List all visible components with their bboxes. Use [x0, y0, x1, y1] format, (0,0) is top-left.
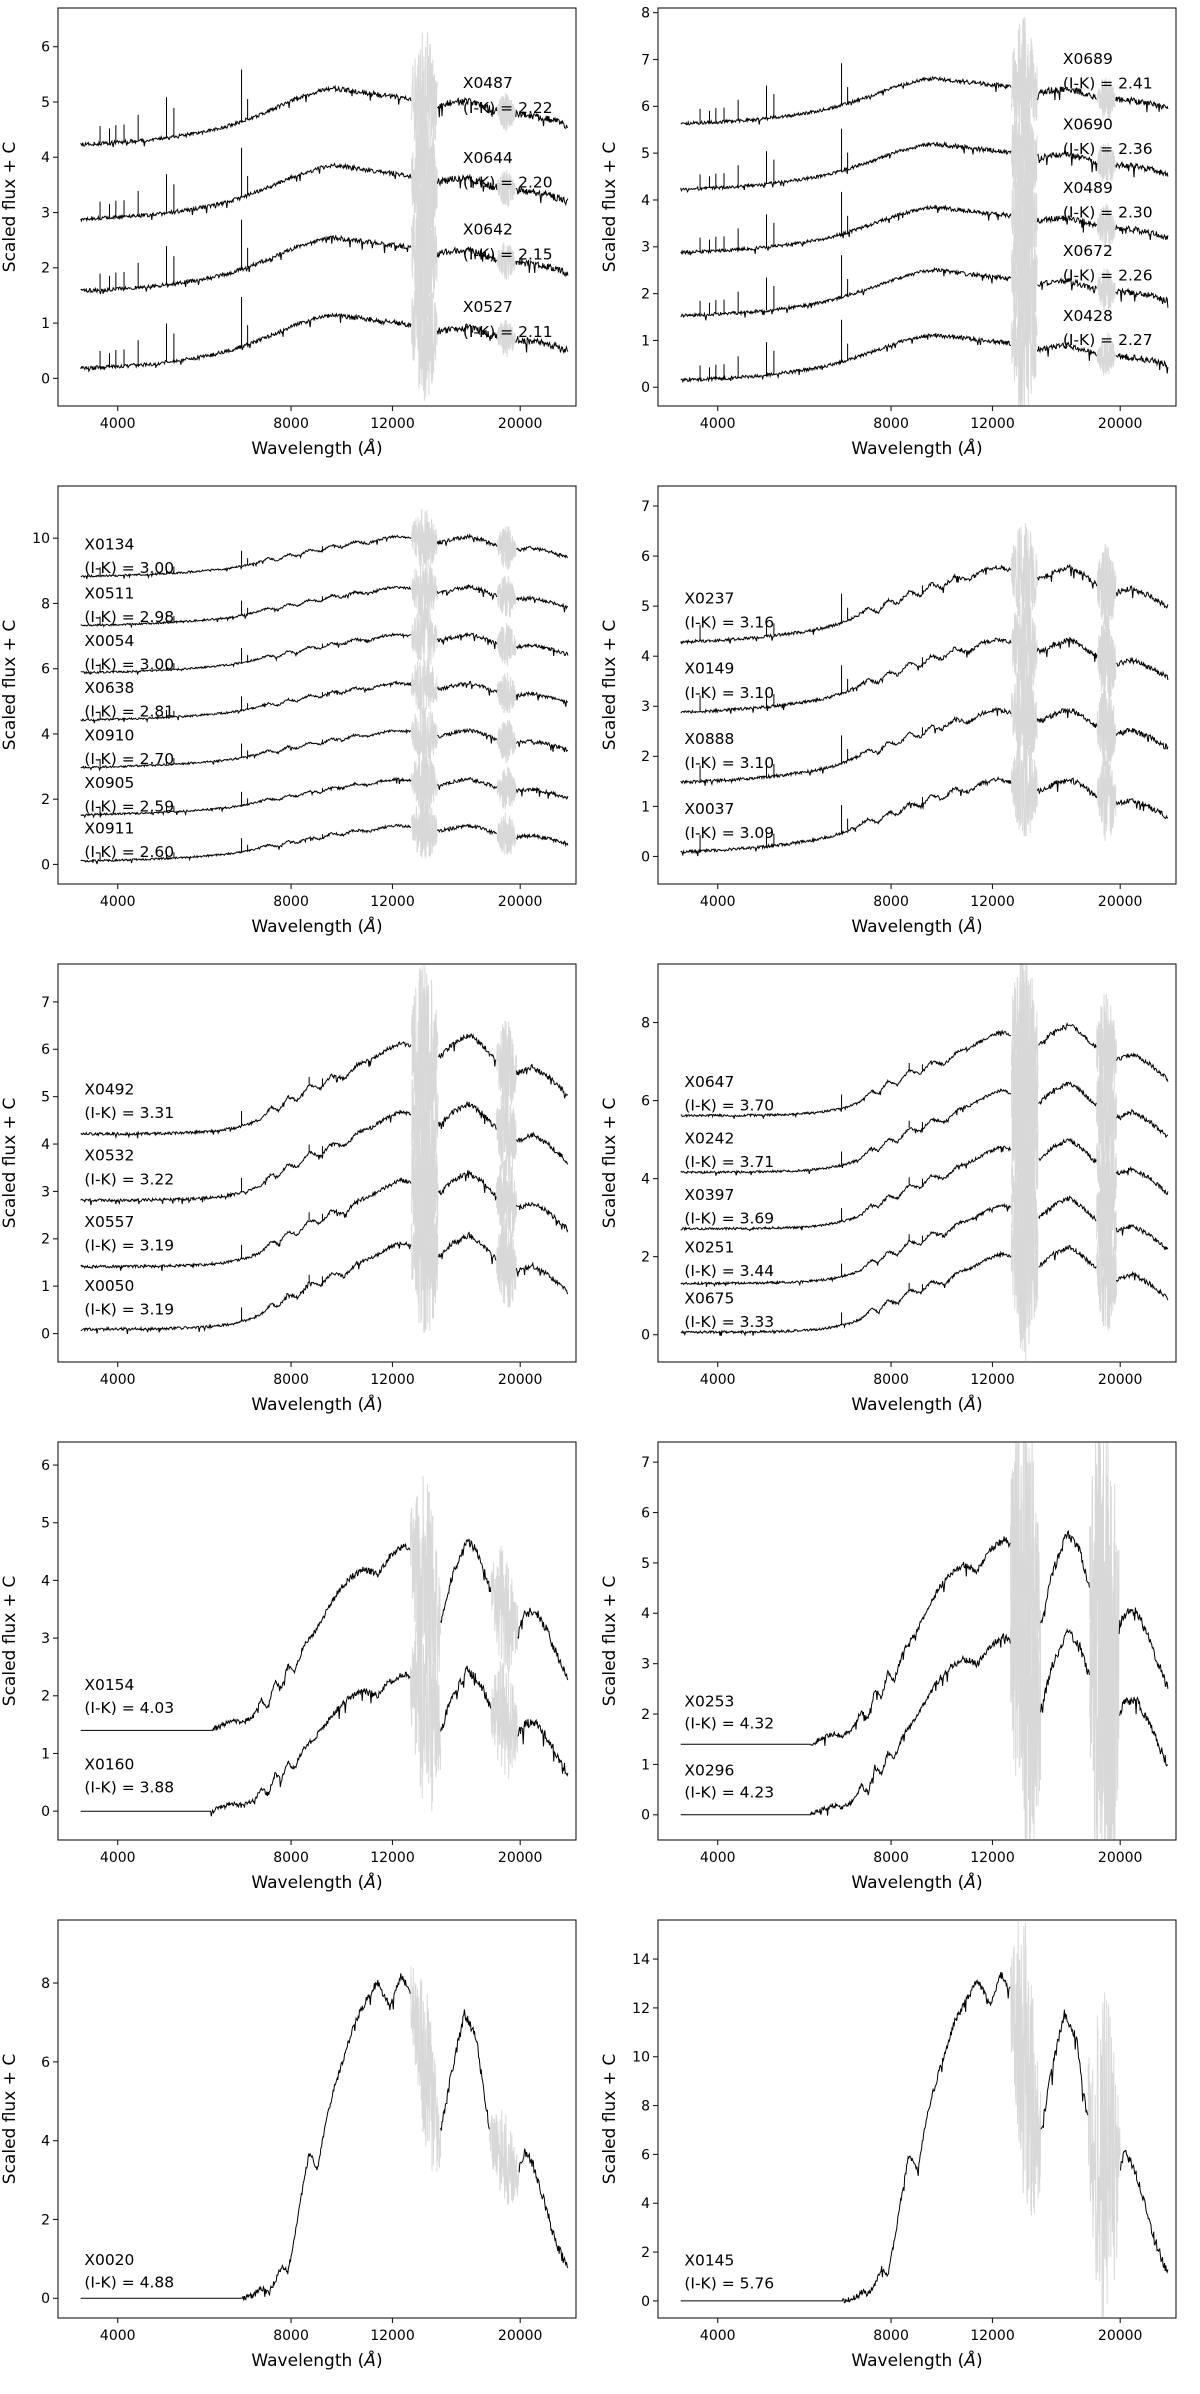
y-tick-label: 5	[41, 1515, 50, 1532]
y-axis-title: Scaled flux + C	[0, 141, 20, 273]
y-tick-label: 6	[641, 99, 650, 116]
label-ik-X0253: (I-K) = 4.32	[684, 1714, 775, 1733]
x-tick-label: 4000	[699, 2328, 736, 2344]
label-id-X0489: X0489	[1062, 178, 1113, 197]
label-ik-X0296: (I-K) = 4.23	[684, 1783, 775, 1802]
x-tick-label: 12000	[970, 1850, 1015, 1866]
label-ik-X0145: (I-K) = 5.76	[684, 2274, 775, 2293]
y-tick-label: 6	[41, 39, 50, 56]
label-ik-X0644: (I-K) = 2.20	[462, 173, 553, 192]
y-tick-label: 4	[641, 2196, 650, 2213]
label-id-X0492: X0492	[84, 1080, 135, 1099]
telluric-band-2-X0020	[490, 2110, 519, 2205]
x-tick-label: 4000	[99, 894, 136, 910]
y-axis-title: Scaled flux + C	[600, 619, 620, 751]
y-tick-label: 8	[641, 5, 650, 22]
label-id-X0160: X0160	[84, 1755, 135, 1774]
y-tick-label: 0	[41, 857, 50, 874]
y-tick-label: 8	[41, 1975, 50, 1992]
y-axis-title: Scaled flux + C	[0, 1097, 20, 1229]
label-ik-X0397: (I-K) = 3.69	[684, 1209, 775, 1228]
y-tick-label: 0	[41, 1804, 50, 1821]
spectrum-X0888	[681, 708, 1168, 786]
label-id-X0054: X0054	[84, 631, 135, 650]
y-tick-label: 10	[632, 2049, 650, 2066]
panel-r1-left	[0, 0, 600, 478]
x-tick-label: 20000	[1097, 894, 1143, 910]
label-id-X0145: X0145	[684, 2251, 735, 2270]
label-id-X0237: X0237	[684, 589, 735, 608]
x-tick-label: 8000	[273, 2328, 309, 2344]
y-tick-label: 1	[641, 1757, 650, 1774]
panel-r5-left-plot	[0, 1912, 600, 2390]
telluric-band-2-X0037	[1097, 755, 1116, 841]
telluric-band-1-X0160	[411, 1598, 441, 1812]
y-axis-title: Scaled flux + C	[600, 1575, 620, 1707]
panel-r4-right	[600, 1434, 1200, 1912]
telluric-band-2-X0237	[1097, 544, 1116, 631]
y-tick-label: 1	[641, 799, 650, 816]
label-id-X0557: X0557	[84, 1212, 135, 1231]
label-id-X0644: X0644	[462, 148, 513, 167]
panel-r4-left	[0, 1434, 600, 1912]
y-tick-label: 6	[641, 2147, 650, 2164]
y-tick-label: 1	[41, 1746, 50, 1763]
y-tick-label: 2	[41, 1688, 50, 1705]
x-tick-label: 4000	[99, 1372, 136, 1388]
telluric-band-2-X0905	[497, 767, 516, 809]
label-id-X0911: X0911	[84, 819, 135, 838]
y-tick-label: 1	[41, 1279, 50, 1296]
telluric-band-2-X0054	[497, 623, 516, 666]
label-id-X0647: X0647	[684, 1072, 735, 1091]
y-axis-title: Scaled flux + C	[0, 1575, 20, 1707]
x-axis-title: Wavelength (Å)	[851, 917, 983, 937]
label-id-X0134: X0134	[84, 535, 135, 554]
y-tick-label: 14	[632, 1951, 650, 1968]
x-tick-label: 4000	[699, 416, 736, 432]
x-tick-label: 8000	[873, 416, 909, 432]
y-tick-label: 2	[41, 2212, 50, 2229]
y-axis-title: Scaled flux + C	[0, 2053, 20, 2185]
y-tick-label: 5	[641, 146, 650, 163]
x-axis-title: Wavelength (Å)	[251, 1395, 383, 1415]
panel-r5-left	[0, 1912, 600, 2390]
y-tick-label: 6	[41, 2054, 50, 2071]
y-tick-label: 4	[41, 726, 50, 743]
y-tick-label: 4	[641, 649, 650, 666]
x-tick-label: 12000	[970, 416, 1015, 432]
spectrum-X0492	[81, 1034, 568, 1138]
telluric-band-1-X0145	[1011, 1921, 1041, 2215]
label-id-X0532: X0532	[84, 1146, 135, 1165]
y-tick-label: 6	[41, 1457, 50, 1474]
x-tick-label: 4000	[699, 894, 736, 910]
y-tick-label: 1	[641, 333, 650, 350]
label-id-X0253: X0253	[684, 1692, 735, 1711]
telluric-band-2-X0492	[497, 1021, 517, 1111]
label-ik-X0160: (I-K) = 3.88	[84, 1778, 175, 1797]
label-ik-X0149: (I-K) = 3.10	[684, 683, 775, 702]
y-tick-label: 2	[641, 749, 650, 766]
y-tick-label: 5	[41, 94, 50, 111]
y-tick-label: 4	[41, 150, 50, 167]
y-axis-title: Scaled flux + C	[600, 2053, 620, 2185]
label-ik-X0487: (I-K) = 2.22	[462, 99, 553, 118]
label-id-X0527: X0527	[462, 298, 513, 317]
label-ik-X0237: (I-K) = 3.16	[684, 613, 775, 632]
telluric-band-1-X0910	[412, 703, 438, 766]
panel-r1-right-plot	[600, 0, 1200, 478]
label-id-X0888: X0888	[684, 729, 735, 748]
panel-r2-left-plot	[0, 478, 600, 956]
x-tick-label: 8000	[273, 416, 309, 432]
label-id-X0690: X0690	[1062, 115, 1113, 134]
x-axis-title: Wavelength (Å)	[851, 1873, 983, 1893]
x-tick-label: 12000	[370, 894, 415, 910]
label-ik-X0675: (I-K) = 3.33	[684, 1312, 775, 1331]
y-tick-label: 0	[641, 2293, 650, 2310]
x-tick-label: 8000	[273, 1372, 309, 1388]
y-tick-label: 6	[641, 1505, 650, 1522]
telluric-band-1-X0511	[412, 564, 438, 621]
label-ik-X0489: (I-K) = 2.30	[1062, 203, 1153, 222]
axes-frame	[58, 8, 576, 406]
telluric-band-2-X0154	[491, 1546, 518, 1672]
x-axis-title: Wavelength (Å)	[851, 2351, 983, 2371]
label-ik-X0910: (I-K) = 2.70	[84, 749, 175, 768]
label-ik-X0557: (I-K) = 3.19	[84, 1236, 175, 1255]
y-tick-label: 7	[641, 498, 650, 515]
label-ik-X0905: (I-K) = 2.59	[84, 797, 175, 816]
y-tick-label: 8	[41, 596, 50, 613]
telluric-band-2-X0888	[1097, 690, 1116, 770]
y-tick-label: 4	[641, 1171, 650, 1188]
label-id-X0251: X0251	[684, 1238, 735, 1257]
panel-r4-right-plot	[600, 1434, 1200, 1912]
panel-r5-right-plot	[600, 1912, 1200, 2390]
label-id-X0638: X0638	[84, 679, 135, 698]
telluric-band-2-X0134	[497, 526, 516, 569]
label-id-X0910: X0910	[84, 726, 135, 745]
x-tick-label: 20000	[1097, 2328, 1143, 2344]
x-tick-label: 20000	[497, 2328, 543, 2344]
label-ik-X0689: (I-K) = 2.41	[1062, 74, 1153, 93]
label-id-X0242: X0242	[684, 1129, 735, 1148]
y-tick-label: 8	[641, 1015, 650, 1032]
y-tick-label: 2	[41, 260, 50, 277]
label-id-X0905: X0905	[84, 773, 135, 792]
y-tick-label: 4	[41, 1136, 50, 1153]
y-tick-label: 0	[641, 849, 650, 866]
panel-r2-left	[0, 478, 600, 956]
y-tick-label: 3	[41, 205, 50, 222]
y-tick-label: 7	[41, 994, 50, 1011]
label-id-X0511: X0511	[84, 584, 135, 603]
y-tick-label: 1	[41, 315, 50, 332]
label-id-X0020: X0020	[84, 2250, 135, 2269]
y-tick-label: 3	[41, 1184, 50, 1201]
y-tick-label: 2	[41, 792, 50, 809]
panel-r1-left-plot	[0, 0, 600, 478]
x-tick-label: 20000	[1097, 416, 1143, 432]
label-ik-X0638: (I-K) = 2.81	[84, 702, 175, 721]
label-id-X0428: X0428	[1062, 306, 1113, 325]
y-tick-label: 4	[41, 1573, 50, 1590]
label-ik-X0911: (I-K) = 2.60	[84, 842, 175, 861]
telluric-band-1-X0905	[412, 753, 438, 810]
x-tick-label: 8000	[873, 1372, 909, 1388]
y-tick-label: 12	[632, 2000, 650, 2017]
panel-r1-right	[600, 0, 1200, 478]
y-tick-label: 5	[641, 1555, 650, 1572]
x-tick-label: 8000	[273, 1850, 309, 1866]
panel-r2-right-plot	[600, 478, 1200, 956]
x-tick-label: 20000	[497, 894, 543, 910]
x-axis-title: Wavelength (Å)	[851, 1395, 983, 1415]
y-tick-label: 3	[41, 1631, 50, 1648]
y-tick-label: 0	[641, 1327, 650, 1344]
x-tick-label: 12000	[370, 416, 415, 432]
y-tick-label: 3	[641, 1656, 650, 1673]
label-ik-X0888: (I-K) = 3.10	[684, 753, 775, 772]
axes-frame	[58, 1920, 576, 2318]
x-tick-label: 4000	[699, 1850, 736, 1866]
telluric-band-2-X0638	[497, 673, 516, 713]
telluric-band-2-X0160	[491, 1661, 518, 1778]
spectrum-X0237	[681, 565, 1168, 644]
label-ik-X0642: (I-K) = 2.15	[462, 245, 553, 264]
spectrum-X0037	[681, 778, 1168, 857]
x-tick-label: 8000	[873, 894, 909, 910]
label-ik-X0532: (I-K) = 3.22	[84, 1170, 175, 1189]
y-tick-label: 6	[41, 661, 50, 678]
label-ik-X0511: (I-K) = 2.98	[84, 608, 175, 627]
y-tick-label: 6	[41, 1042, 50, 1059]
label-ik-X0134: (I-K) = 3.00	[84, 559, 175, 578]
x-tick-label: 12000	[370, 2328, 415, 2344]
label-ik-X0428: (I-K) = 2.27	[1062, 331, 1153, 350]
x-tick-label: 4000	[699, 1372, 736, 1388]
label-ik-X0492: (I-K) = 3.31	[84, 1103, 175, 1122]
label-id-X0642: X0642	[462, 220, 513, 239]
y-tick-label: 3	[641, 239, 650, 256]
panel-r3-left-plot	[0, 956, 600, 1434]
label-id-X0154: X0154	[84, 1676, 135, 1695]
x-tick-label: 8000	[873, 2328, 909, 2344]
y-tick-label: 5	[41, 1089, 50, 1106]
x-tick-label: 20000	[497, 416, 543, 432]
x-axis-title: Wavelength (Å)	[251, 1873, 383, 1893]
telluric-band-1-X0134	[412, 509, 438, 571]
y-tick-label: 0	[41, 371, 50, 388]
x-tick-label: 4000	[99, 1850, 136, 1866]
label-id-X0689: X0689	[1062, 50, 1113, 69]
label-id-X0050: X0050	[84, 1276, 135, 1295]
panel-r5-right	[600, 1912, 1200, 2390]
x-tick-label: 12000	[370, 1372, 415, 1388]
x-tick-label: 8000	[273, 894, 309, 910]
x-tick-label: 12000	[370, 1850, 415, 1866]
x-tick-label: 4000	[99, 416, 136, 432]
y-tick-label: 10	[32, 531, 50, 548]
telluric-band-2-X0145	[1088, 1993, 1120, 2318]
label-id-X0149: X0149	[684, 659, 735, 678]
spectrum-X0644	[81, 164, 568, 221]
x-tick-label: 12000	[970, 894, 1015, 910]
label-id-X0487: X0487	[462, 74, 513, 93]
panel-r2-right	[600, 478, 1200, 956]
x-tick-label: 8000	[873, 1850, 909, 1866]
label-ik-X0690: (I-K) = 2.36	[1062, 140, 1153, 159]
y-tick-label: 0	[641, 1807, 650, 1824]
x-tick-label: 12000	[970, 2328, 1015, 2344]
label-ik-X0154: (I-K) = 4.03	[84, 1699, 175, 1718]
label-ik-X0020: (I-K) = 4.88	[84, 2273, 175, 2292]
spectrum-X0149	[681, 638, 1168, 714]
label-ik-X0527: (I-K) = 2.11	[462, 322, 553, 341]
x-tick-label: 20000	[497, 1850, 543, 1866]
label-id-X0037: X0037	[684, 799, 735, 818]
label-id-X0675: X0675	[684, 1289, 735, 1308]
x-axis-title: Wavelength (Å)	[851, 439, 983, 459]
label-ik-X0672: (I-K) = 2.26	[1062, 266, 1153, 285]
label-id-X0397: X0397	[684, 1186, 735, 1205]
y-tick-label: 7	[641, 1455, 650, 1472]
telluric-band-2-X0910	[497, 720, 516, 763]
y-axis-title: Scaled flux + C	[0, 619, 20, 751]
y-tick-label: 6	[641, 548, 650, 565]
label-ik-X0054: (I-K) = 3.00	[84, 655, 175, 674]
y-axis-title: Scaled flux + C	[600, 1097, 620, 1229]
x-tick-label: 20000	[1097, 1850, 1143, 1866]
y-tick-label: 7	[641, 52, 650, 69]
label-ik-X0647: (I-K) = 3.70	[684, 1096, 775, 1115]
y-tick-label: 2	[641, 1706, 650, 1723]
y-tick-label: 4	[641, 1606, 650, 1623]
y-tick-label: 4	[641, 192, 650, 209]
y-tick-label: 2	[41, 1231, 50, 1248]
y-tick-label: 6	[641, 1093, 650, 1110]
y-tick-label: 5	[641, 599, 650, 616]
telluric-band-2-X0511	[497, 576, 516, 618]
label-id-X0672: X0672	[1062, 242, 1113, 261]
x-tick-label: 4000	[99, 2328, 136, 2344]
y-tick-label: 0	[641, 380, 650, 397]
x-tick-label: 20000	[1097, 1372, 1143, 1388]
label-ik-X0251: (I-K) = 3.44	[684, 1262, 775, 1281]
y-tick-label: 0	[41, 1326, 50, 1343]
label-ik-X0037: (I-K) = 3.09	[684, 823, 775, 842]
telluric-band-2-X0911	[497, 813, 516, 855]
y-tick-label: 8	[641, 2098, 650, 2115]
x-axis-title: Wavelength (Å)	[251, 2351, 383, 2371]
y-tick-label: 3	[641, 699, 650, 716]
y-tick-label: 0	[41, 2291, 50, 2308]
y-tick-label: 4	[41, 2133, 50, 2150]
panel-r4-left-plot	[0, 1434, 600, 1912]
x-tick-label: 12000	[970, 1372, 1015, 1388]
telluric-band-2-X0149	[1097, 616, 1116, 701]
x-axis-title: Wavelength (Å)	[251, 439, 383, 459]
y-tick-label: 2	[641, 2244, 650, 2261]
panel-r3-right-plot	[600, 956, 1200, 1434]
y-tick-label: 2	[641, 1249, 650, 1266]
panel-r3-left	[0, 956, 600, 1434]
y-tick-label: 2	[641, 286, 650, 303]
telluric-band-1-X0911	[412, 799, 438, 858]
telluric-band-1-X0054	[412, 606, 438, 665]
telluric-band-1-X0020	[411, 1966, 441, 2172]
y-axis-title: Scaled flux + C	[600, 141, 620, 273]
label-ik-X0050: (I-K) = 3.19	[84, 1300, 175, 1319]
label-ik-X0242: (I-K) = 3.71	[684, 1152, 775, 1171]
panel-r3-right	[600, 956, 1200, 1434]
x-axis-title: Wavelength (Å)	[251, 917, 383, 937]
label-id-X0296: X0296	[684, 1761, 735, 1780]
x-tick-label: 20000	[497, 1372, 543, 1388]
